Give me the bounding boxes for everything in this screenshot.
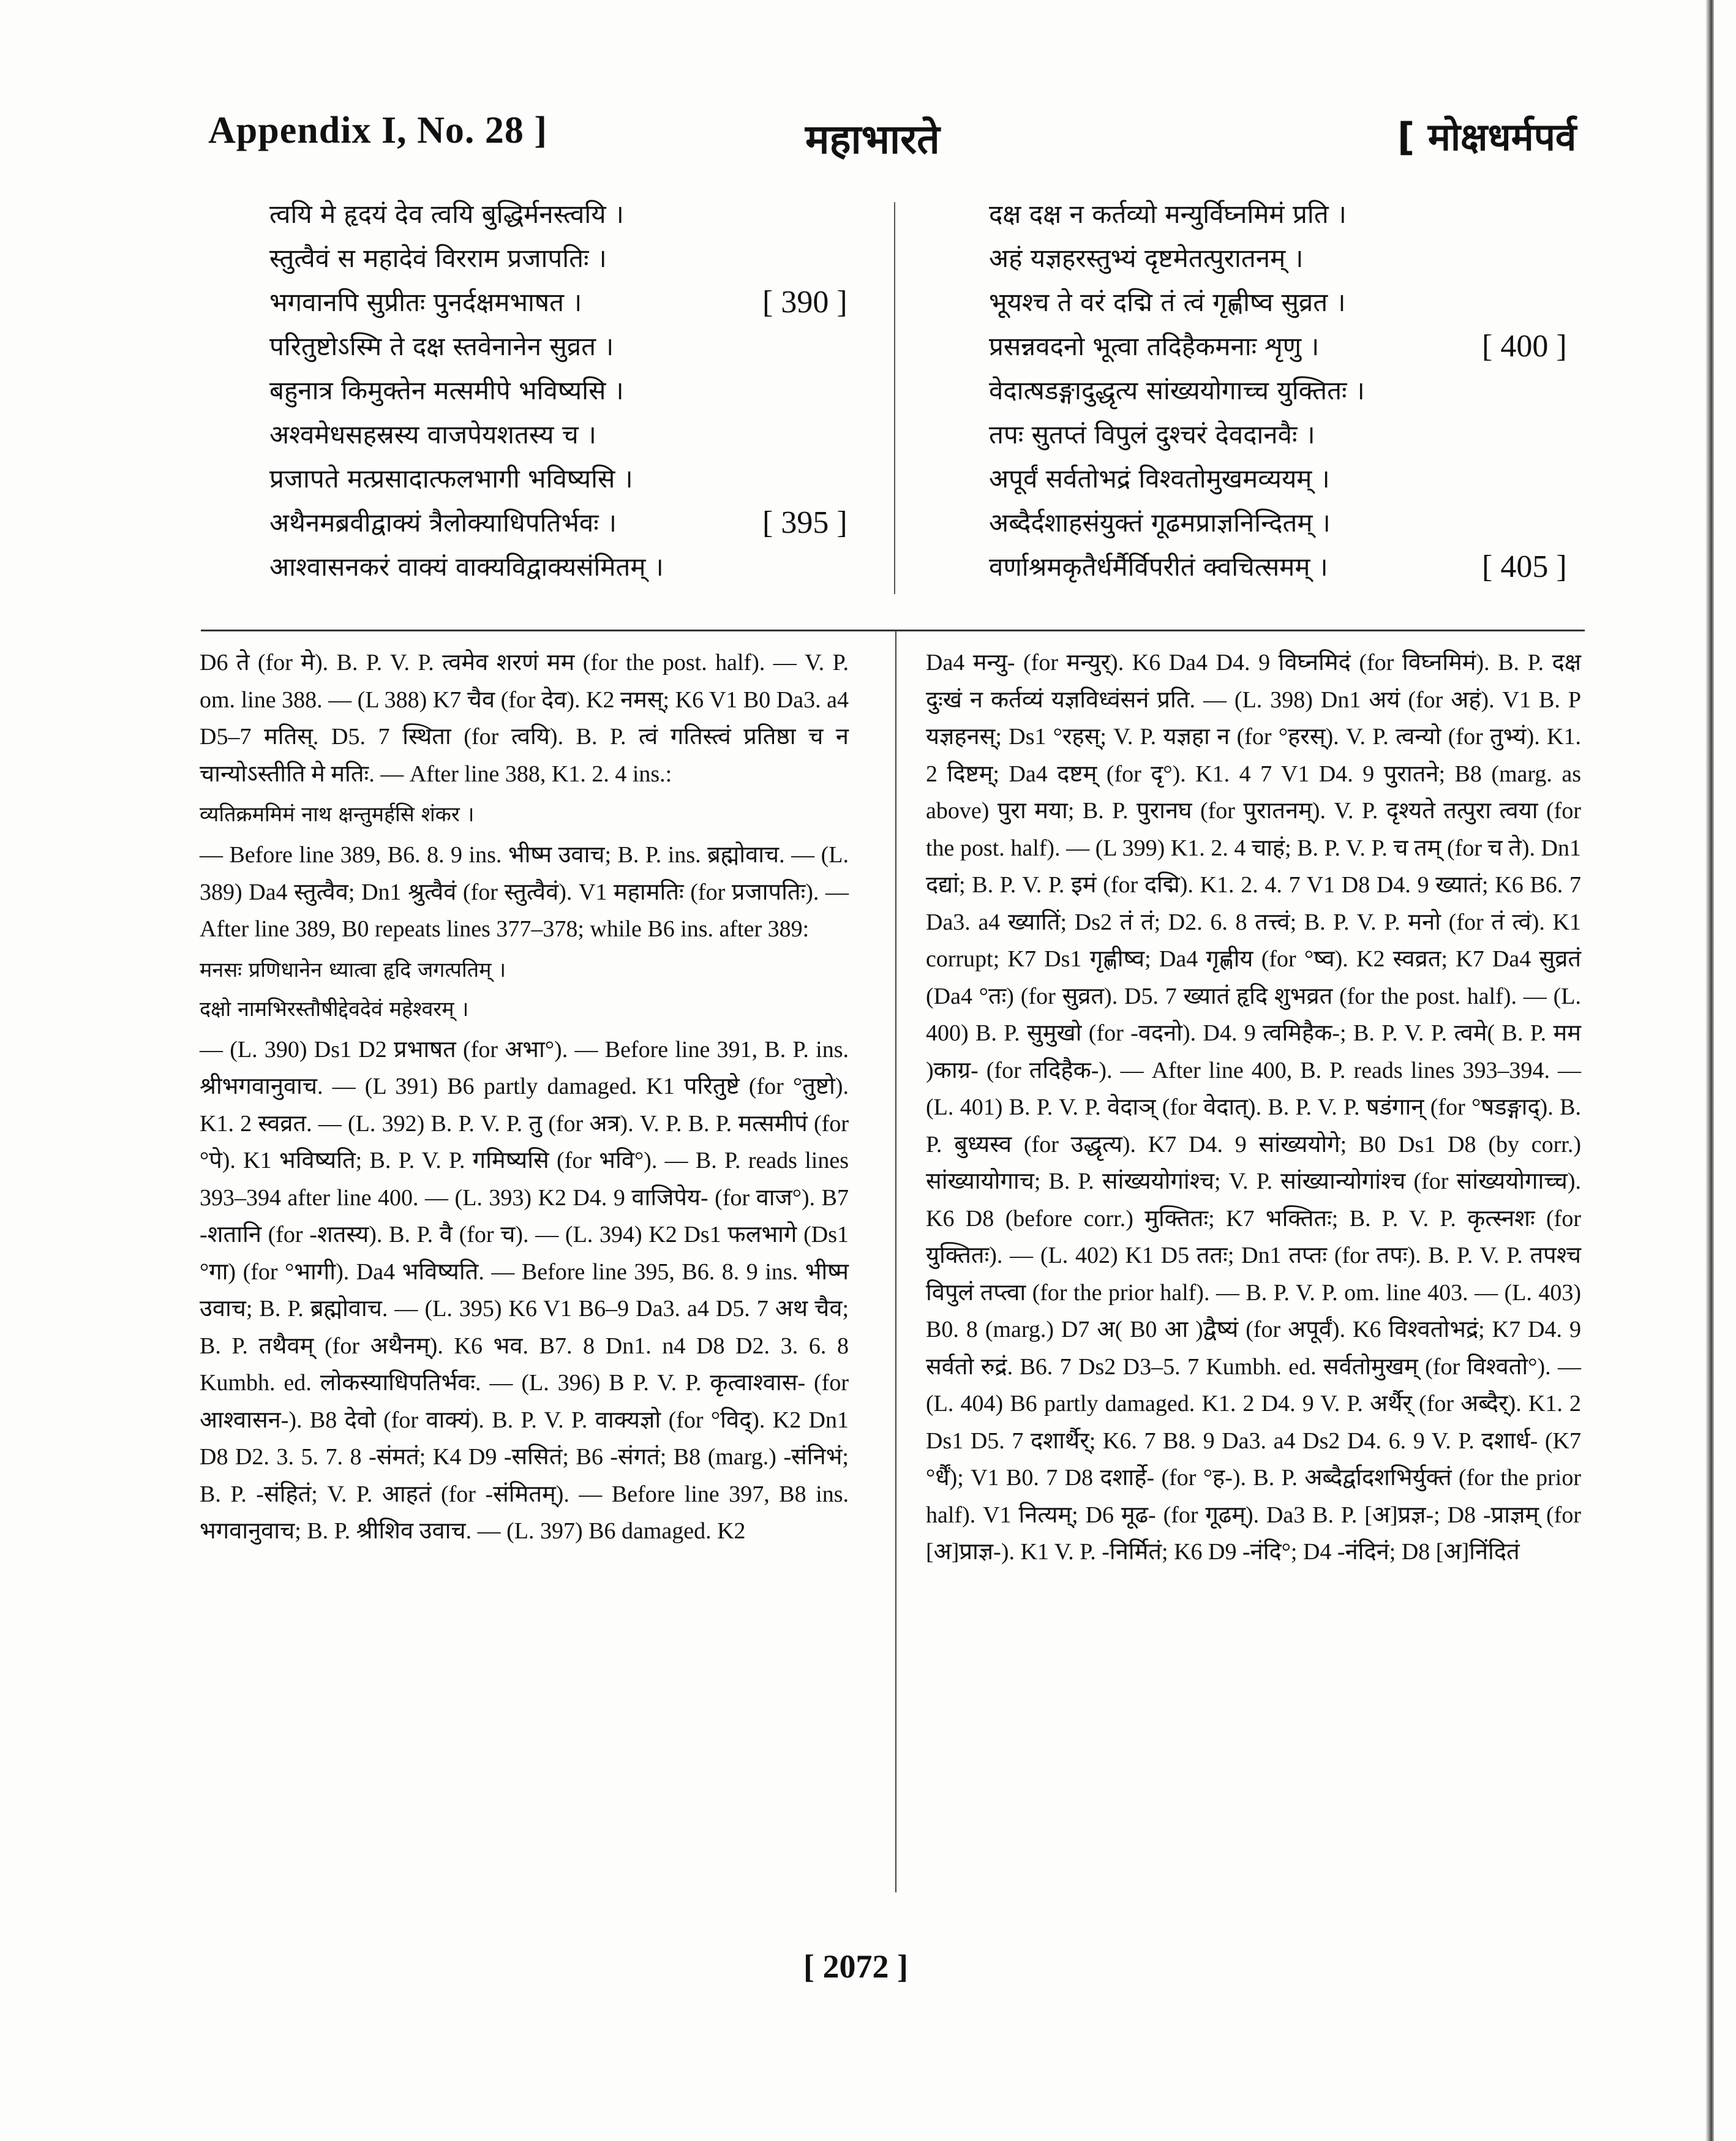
verse-text: भूयश्च ते वरं दद्मि तं त्वं गृह्णीष्व सुव्रत । [989,287,1346,317]
verse-text: तपः सुतप्तं विपुलं दुश्चरं देवदानवैः । [989,420,1315,450]
verse-line [269,416,857,461]
verse-number: [ 390 ] [762,285,847,320]
verse-text: अपूर्वं सर्वतोभद्रं विश्वतोमुखमव्ययम् । [989,464,1330,494]
running-head-left: Appendix I, No. 28 ] [208,110,547,151]
inserted-verse: दक्षो नामभिरस्तौषीद्देवदेवं महेश्वरम् । [200,996,469,1022]
verse-line [989,505,1589,549]
verse-text: प्रजापते मत्प्रसादात्फलभागी भविष्यसि । [269,464,633,494]
inserted-verse: व्यतिक्रममिमं नाथ क्षन्तुमर्हसि शंकर । [200,802,475,827]
verse-text: त्वयि मे हृदयं देव त्वयि बुद्धिर्मनस्त्वयि । [269,199,624,229]
verse-line [989,328,1589,372]
apparatus-paragraph: — (L. 390) Ds1 D2 प्रभाषत (for अभा°). — Before line 391, B. P. ins. श्रीभगवानुवाच. — (L 391) B6 partly damaged. K1 परितुष्टे (for °तुष्टो). K1. 2 स्वव्रत. — (L. 392) B. P. V. P. तु (for अत्र). V. P. B. P. मत्समीपं (for °पे). K1 भविष्यति; B. P. V. P. गमिष्यसि (for भवि°). — B. P. reads lines 393–394 after line 400. — (L. 393) K2 D4. 9 वाजिपेय- (for वाज°). B7 -शतानि (for -शतस्य). B. P. वै (for च). — (L. 394) K2 Ds1 फलभागे (Ds1 °गा) (for °भागी). Da4 भविष्यति. — Before line 395, B6. 8. 9 ins. भीष्म उवाच; B. P. ब्रह्मोवाच. — (L. 395) K6 V1 B6–9 Da3. a4 D5. 7 अथ चैव; B. P. तथैवम् (for अथैनम्). K6 भव. B7. 8 Dn1. n4 D8 D2. 3. 6. 8 Kumbh. ed. लोकस्याधिपतिर्भवः. — (L. 396) B P. V. P. कृत्वाश्वास- (for आश्वासन-). B8 देवो (for वाक्यं). B. P. V. P. वाक्यज्ञो (for °विद्). K2 Dn1 D8 D2. 3. 5. 7. 8 -संमतं; K4 D9 -ससितं; B6 -संगतं; B8 (marg.) -संनिभं; B. P. -संहितं; V. P. आहतं (for -संमितम्). — Before line 397, B8 ins. भगवानुवाच; B. P. श्रीशिव उवाच. — (L. 397) B6 damaged. K2 [200,1036,849,1544]
verse-column-right [989,196,1589,593]
verse-number: [ 405 ] [1482,549,1567,584]
verse-line [989,196,1589,240]
apparatus-paragraph: — Before line 389, B6. 8. 9 ins. भीष्म उवाच; B. P. ins. ब्रह्मोवाच. — (L. 389) Da4 स्तुत्वैव; Dn1 श्रुत्वैवं (for स्तुत्वैवं). V1 महामतिः (for प्रजापतिः). — After line 389, B0 repeats lines 377–378; while B6 ins. after 389: [200,842,849,942]
apparatus-column-divider [895,631,896,1892]
verse-line [269,372,857,416]
verse-text: परितुष्टोऽस्मि ते दक्ष स्तवेनानेन सुव्रत । [269,331,614,361]
critical-apparatus-left [200,644,849,1550]
verse-line [989,284,1589,328]
verse-line [989,416,1589,461]
verse-column-left [269,196,857,593]
verse-line [269,461,857,505]
verse-text: आश्वासनकरं वाक्यं वाक्यविद्वाक्यसंमितम् । [269,552,664,582]
verse-line [269,196,857,240]
critical-apparatus-right [926,644,1581,1571]
verse-number: [ 395 ] [762,505,847,540]
verse-line [989,461,1589,505]
verse-line [269,328,857,372]
verse-text: प्रसन्नवदनो भूत्वा तदिहैकमनाः शृणु । [989,331,1320,361]
running-head-right: [ मोक्षधर्मपर्व [1397,115,1577,159]
verse-text: बहुनात्र किमुक्तेन मत्समीपे भविष्यसि । [269,375,624,405]
apparatus-rule [201,630,1585,631]
verse-text: अब्दैर्दशाहसंयुक्तं गूढमप्राज्ञनिन्दितम् । [989,508,1331,538]
inserted-verse: मनसः प्रणिधानेन ध्यात्वा हृदि जगत्पतिम् । [200,957,506,982]
verse-line [269,284,857,328]
verse-line [269,505,857,549]
verse-line [989,372,1589,416]
verse-text: अथैनमब्रवीद्वाक्यं त्रैलोक्याधिपतिर्भवः । [269,508,617,538]
verse-text: स्तुत्वैवं स महादेवं विरराम प्रजापतिः । [269,243,607,273]
verse-text: दक्ष दक्ष न कर्तव्यो मन्युर्विघ्नमिमं प्रति । [989,199,1347,229]
verse-line [269,549,857,593]
page-number: [ 2072 ] [803,1948,908,1985]
verse-line [269,240,857,284]
apparatus-paragraph: D6 ते (for मे). B. P. V. P. त्वमेव शरणं मम (for the post. half). — V. P. om. line 388. — (L 388) K7 चैव (for देव). K2 नमस्; K6 V1 B0 Da3. a4 D5–7 मतिस्. D5. 7 स्थिता (for त्वयि). B. P. त्वं गतिस्त्वं प्रतिष्ठा च न चान्योऽस्तीति मे मतिः. — After line 388, K1. 2. 4 ins.: [200,650,849,787]
verse-number: [ 400 ] [1482,329,1567,364]
page-edge-shadow [1705,0,1714,2141]
verse-text: वर्णाश्रमकृतैर्धर्मैर्विपरीतं क्वचित्समम् । [989,552,1328,582]
verse-text: अहं यज्ञहरस्तुभ्यं दृष्टमेतत्पुरातनम् । [989,243,1304,273]
verse-text: अश्वमेधसहस्रस्य वाजपेयशतस्य च । [269,420,596,450]
verse-line [989,240,1589,284]
verse-column-divider [894,202,895,594]
verse-line [989,549,1589,593]
running-head-title: महाभारते [805,116,940,163]
verse-text: भगवानपि सुप्रीतः पुनर्दक्षमभाषत । [269,287,582,317]
apparatus-paragraph: Da4 मन्यु- (for मन्युर्). K6 Da4 D4. 9 विघ्नमिदं (for विघ्नमिमं). B. P. दक्ष दुःखं न कर्तव्यं यज्ञविध्वंसनं प्रति. — (L. 398) Dn1 अयं (for अहं). V1 B. P यज्ञहनस्; Ds1 °रहस्; V. P. यज्ञहा न (for °हरस्). V. P. त्वन्यो (for तुभ्यं). K1. 2 दिष्टम्; Da4 दष्टम् (for दृ°). K1. 4 7 V1 D4. 9 पुरातने; B8 (marg. as above) पुरा मया; B. P. पुरानघ (for पुरातनम्). V. P. दृश्यते तत्पुरा त्वया (for the post. half). — (L 399) K1. 2. 4 चाहं; B. P. V. P. च तम् (for च ते). Dn1 दद्यां; B. P. V. P. इमं (for दद्मि). K1. 2. 4. 7 V1 D8 D4. 9 ख्यातं; K6 B6. 7 Da3. a4 ख्यातिं; Ds2 तं तं; D2. 6. 8 तत्त्वं; B. P. V. P. मनो (for तं त्वं). K1 corrupt; K7 Ds1 गृह्णीष्व; Da4 गृह्णीय (for °ष्व). K2 स्वव्रत; K7 Da4 सुव्रतं (Da4 °तः) (for सुव्रत). D5. 7 ख्यातं हृदि शुभव्रत (for the post. half). — (L. 400) B. P. सुमुखो (for -वदनो). D4. 9 त्वमिहैक-; B. P. V. P. त्वमे( B. P. मम )काग्र- (for तदिहैक-). — After line 400, B. P. reads lines 393–394. — (L. 401) B. P. V. P. वेदाञ् (for वेदात्). B. P. V. P. षडंगान् (for °षडङ्गाद्). B. P. बुध्यस्व (for उद्धृत्य). K7 D4. 9 सांख्ययोगे; B0 Ds1 D8 (by corr.) सांख्यायोगाच; B. P. सांख्ययोगांश्च; V. P. सांख्यान्योगांश्च (for सांख्ययोगाच्च). K6 D8 (before corr.) मुक्तितः; K7 भक्तितः; B. P. V. P. कृत्स्नशः (for युक्तितः). — (L. 402) K1 D5 ततः; Dn1 तप्तः (for तपः). B. P. V. P. तपश्च विपुलं तप्त्वा (for the prior half). — B. P. V. P. om. line 403. — (L. 403) B0. 8 (marg.) D7 अ( B0 आ )द्वैष्यं (for अपूर्वं). K6 विश्वतोभद्रं; K7 D4. 9 सर्वतो रुद्रं. B6. 7 Ds2 D3–5. 7 Kumbh. ed. सर्वतोमुखम् (for विश्वतो°). — (L. 404) B6 partly damaged. K1. 2 D4. 9 V. P. अर्थैर् (for अब्दैर्). K1. 2 Ds1 D5. 7 दशार्थैर्; K6. 7 B8. 9 Da3. a4 Ds2 D4. 6. 9 V. P. दशार्ध- (K7 °र्धैं); V1 B0. 7 D8 दशार्हे- (for °ह-). B. P. अब्दैर्द्वादशभिर्युक्तं (for the prior half). V1 नित्यम्; D6 मूढ- (for गूढम्). Da3 B. P. [अ]प्रज्ञ-; D8 -प्राज्ञम् (for [अ]प्राज्ञ-). K1 V. P. -निर्मितं; K6 D9 -नंदि°; D4 -नंदिनं; D8 [अ]निंदितं [926,650,1581,1565]
verse-text: वेदात्षडङ्गादुद्धृत्य सांख्ययोगाच्च युक्तितः । [989,375,1365,405]
